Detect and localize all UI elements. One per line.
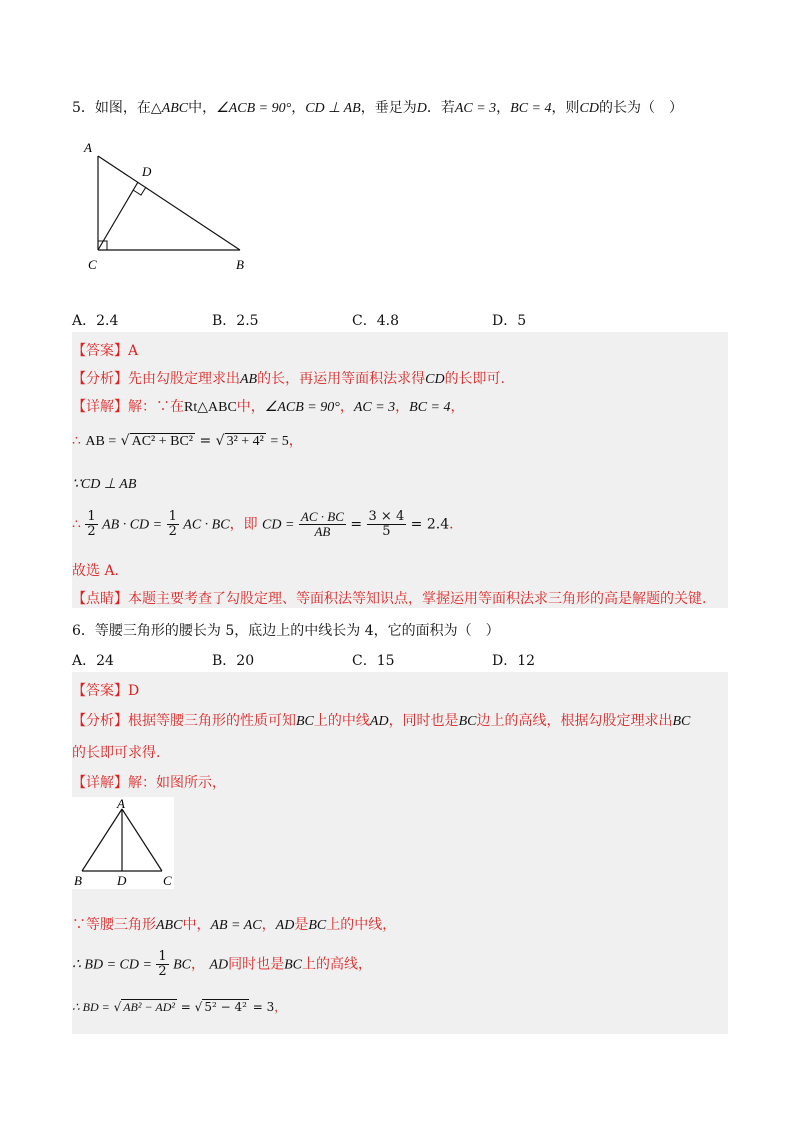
q6-detail-line1: ∵等腰三角形ABC中，AB = AC，AD是BC上的中线， bbox=[72, 917, 397, 933]
q6-fig-label-a: A bbox=[117, 797, 125, 811]
q6-analysis-line1: 【分析】根据等腰三角形的性质可知BC上的中线AD，同时也是BC边上的高线，根据勾股定理求出BC bbox=[72, 713, 691, 729]
q5-option-c: C．4.8 bbox=[352, 313, 399, 329]
q5-option-b: B．2.5 bbox=[212, 313, 259, 329]
q5-detail-line1: 【详解】解：∵在Rt△ABC中，∠ACB = 90°，AC = 3，BC = 4， bbox=[72, 399, 465, 415]
q6-option-c: C．15 bbox=[352, 653, 395, 669]
q5-detail-line2: ∴ AB = √ AC² + BC² = √ 3² + 4² = 5， bbox=[72, 433, 303, 449]
q5-detail-line3: ∵CD ⊥ AB bbox=[72, 477, 137, 492]
q5-option-a: A．2.4 bbox=[72, 313, 119, 329]
q6-option-d: D．12 bbox=[492, 653, 536, 669]
q5-select: 故选 A. bbox=[72, 563, 120, 579]
q5-detail-line4: ∴ $\frac{1}{2}$ AB · CD = $\frac{1}{2}$ AC · BC，即 CD = $\frac{AC \cdot BC}{AB}$ = $\frac{3 \times 4}{5}$ = 2.4． bbox=[72, 509, 464, 539]
q5-stem: 5．如图，在△ABC中，∠ACB = 90°，CD ⊥ AB，垂足为D．若AC = 3，BC = 4，则CD的长为（ ） bbox=[72, 100, 683, 116]
q6-fig-label-d: D bbox=[117, 873, 127, 888]
q5-analysis: 【分析】先由勾股定理求出AB的长，再运用等面积法求得CD的长即可. bbox=[72, 371, 506, 387]
q5-comment: 【点睛】本题主要考查了勾股定理、等面积法等知识点，掌握运用等面积法求三角形的高是解题的关键. bbox=[72, 591, 707, 607]
q6-detail-intro: 【详解】解：如图所示， bbox=[72, 775, 226, 791]
q5-answer: 【答案】A bbox=[72, 343, 139, 359]
q5-triangle-figure bbox=[80, 138, 260, 278]
q6-detail-line3: ∴ BD = √ AB² − AD² = √ 5² − 4² = 3， bbox=[72, 1000, 287, 1014]
q6-option-b: B．20 bbox=[212, 653, 255, 669]
q5-fig-label-a: A bbox=[84, 140, 92, 155]
q5-fig-label-b: B bbox=[236, 257, 244, 272]
q6-fig-label-c: C bbox=[163, 873, 172, 888]
q6-stem: 6．等腰三角形的腰长为 5，底边上的中线长为 4，它的面积为（ ） bbox=[72, 623, 500, 639]
q5-fig-label-c: C bbox=[88, 257, 97, 272]
q6-answer: 【答案】D bbox=[72, 683, 140, 699]
q5-option-d: D．5 bbox=[492, 313, 527, 329]
q6-detail-line2: ∴ BD = CD = $\frac{1}{2}$ BC， AD同时也是BC上的高线， bbox=[72, 949, 373, 979]
q6-fig-label-b: B bbox=[74, 873, 82, 888]
q6-analysis-line2: 的长即可求得. bbox=[72, 745, 161, 761]
q5-fig-label-d: D bbox=[142, 164, 152, 179]
q6-isosceles-figure bbox=[72, 797, 174, 889]
q6-option-a: A．24 bbox=[72, 653, 114, 669]
